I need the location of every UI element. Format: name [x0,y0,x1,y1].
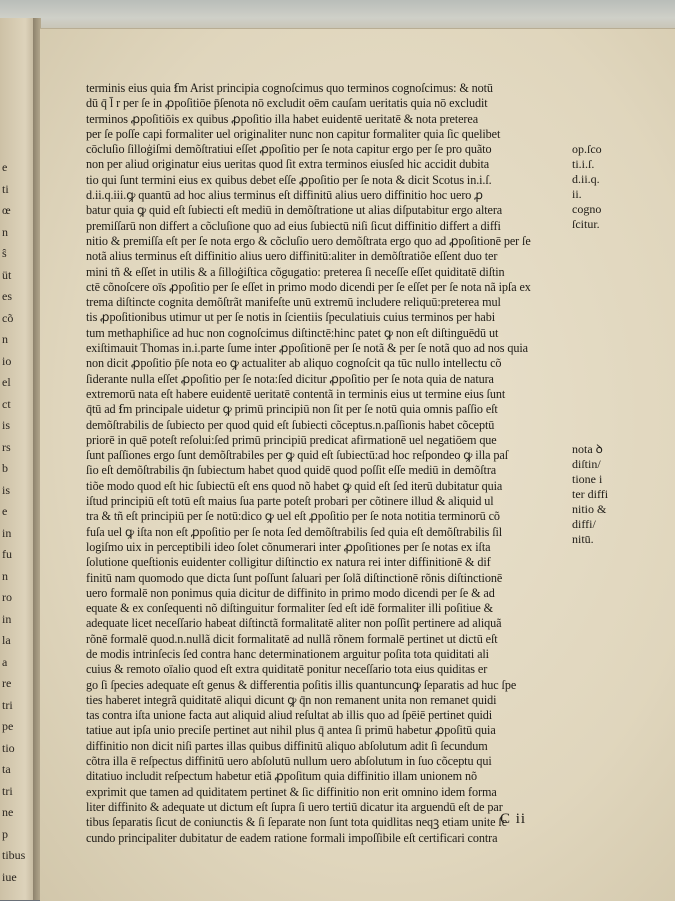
text-line: tas contra iſta unione facta aut aliquid aliud reſultat ab illis quo ad ſpēiē pertinet quidi [86,708,493,723]
text-line: terminos ꝓpoſitiōis ex quibus ꝓpoſitio illa habet euidentē ueritatē & nota preterea [86,111,479,126]
text-line: ſunt paſſiones ergo ſunt demõſtrabiles per ꝙ quid eſt ſubiectū:ad hoc reſpondeo ꝙ illa paſ [86,448,508,463]
facing-page-fragment: la [2,633,11,647]
facing-page-fragment: œ [2,203,11,217]
facing-page-fragment: e [2,160,8,174]
margin-note-line: ſcitur. [572,217,600,231]
signature-mark: C ii [500,811,527,827]
margin-note-line: nitū. [572,532,594,546]
main-text-block [86,81,566,846]
facing-page-fragment: ct [2,396,11,411]
margin-note-line: nota ꝺ [572,442,603,456]
margin-note-line: ii. [572,187,582,201]
facing-page-fragment: in [2,525,12,540]
facing-page-fragment: ne [2,805,14,819]
facing-page-fragment: rs [2,439,11,454]
text-line: finitū nam quomodo que dicta ſunt poſſunt ſaluari per ſolã diſtinctionē rõnis diſtinctionē [86,570,503,585]
text-line: ſio eſt demõſtrabilis q̄n ſubiectum habet quod quidē quod poſſit eſſe mediū in demõſtra [86,463,497,478]
text-line: notã alius terminus eſt diffinitio alius uero diffinitū:aliter in demõſtratiõe eſſent duo ter [86,249,498,264]
facing-page-fragment: pe [2,719,14,733]
margin-note-line: diſtin/ [572,457,601,471]
facing-page-fragment: n [2,332,8,346]
facing-page-fragment: p [2,826,8,841]
text-line: tra & tñ eſt principiū per ſe notū:dico ꝙ uel eſt ꝓpoſitio per ſe nota notitia terminorū cõ [86,509,500,524]
text-line: demõſtrabilis de ſubiecto per quod quid eſt ſubiecti cõceptus.n.paſſionis habet cõceptū [86,417,495,432]
margin-note-line: ter diffi [572,487,609,501]
text-line: diffinitio non dicit niſi partes illas quibus diffinitū aliquo abſolutum adit ſi ſecundum [86,738,488,753]
text-line: cõtra illa ē reſpectus diffinitū uero abſolutū nullum uero abſolutum in ſuo cõceptu qui [86,754,492,769]
book-page [40,28,675,901]
facing-page-fragment: is [2,418,11,432]
margin-note-line: ti.i.ſ. [572,157,595,171]
text-line: batur quia ꝙ quid eſt ſubiecti eſt mediū in demõſtratione ut alias diſputabitur ergo altera [86,203,503,218]
text-line: cundo principaliter dubitatur de eadem ratione formali impoſſibile eſt certificari contra [86,830,498,845]
margin-note-upper [572,142,632,232]
facing-page-fragment: tio [2,740,15,755]
text-line: liter diffinito & adequate ut dictum eſt ſupra ſi uero tertiū dicatur ita arguendū eſt de par [86,799,503,814]
text-line: equate & ex conſequenti nõ diſtinguitur formaliter ſed eſt idē formaliter illi poſitiue & [86,601,494,616]
margin-note-line: tione i [572,472,603,486]
text-line: cuius & remoto oīalio quod eſt extra quiditatē ponitur neceſſario tota eius quiditas er [86,662,488,677]
margin-note-line: nitio & [572,502,607,516]
text-line: exprimit que tamen ad quiditatem pertinet & ſic diffinitio non erit omnino idem forma [86,784,497,799]
text-line: ties haberet integrã quiditatē aliqui dicunt ꝙ q̄n non remanent unita non remanet quidi [86,692,497,707]
facing-page-fragment: tibus [2,848,26,862]
facing-page-fragment: tri [2,697,13,712]
text-line: iſtud principiū eſt totū eſt maius ſua parte poteſt probari per cõtinere illud & aliquid ul [86,494,494,509]
text-line: tum methaphiſice ad huc non cognoſcimus diſtinctē:hinc patet ꝙ non eſt diſtinguēdū ut [86,325,499,340]
facing-page-fragment: iue [2,869,17,884]
text-line: extremorū nata eſt habere euidentē ueritatē contentã in terminis eius ut termine eius ſunt [86,386,506,401]
text-line: premiſſarū non differt a cõcluſione quo ad eius ſubiectū niſi ſicut diffinitio differt a diffi [86,218,501,233]
facing-page-edge [0,18,36,900]
text-line: rõnē formalē quod.n.nullã dicit formalitatē ad nullã rõnem formalē pertinet ut dictū eſt [86,631,498,646]
margin-note-line: d.ii.q. [572,172,600,186]
text-line: dū q̄ l̄ r per ſe in ꝓpoſitiōe p̄ſenota nō excludit oēm cauſam ueritatis quia nō excludit [86,96,488,111]
book-cover-edge [0,0,675,30]
facing-page-fragment: ŝ [2,246,7,260]
margin-note-line: cogno [572,202,602,216]
text-line: ſolutione queſtionis euidenter colligitur diſtinctio ex natura rei inter diffinitionē & dif [86,555,491,570]
facing-page-fragment: üt [2,267,12,282]
facing-page-fragment: n [2,568,8,583]
facing-page-fragment: a [2,654,8,669]
text-line: non dicit ꝓpoſitio p̄ſe nota eo ꝙ actualiter ab aliquo cognoſcit qa tūc nullo intellectu cõ [86,356,502,371]
text-line: tio qui ſunt termini eius ex quibus debet eſſe ꝓpoſitio per ſe nota & dicit Scotus in.i.ſ. [86,172,492,187]
text-line: exiſtimauit Thomas in.i.parte ſume inter ꝓpoſitionē per ſe notã & per ſe notã quo ad nos quia [86,341,528,356]
facing-page-fragment: es [2,289,12,303]
facing-page-fragment: e [2,504,8,518]
text-line: go ſi ſpecies adequate eſt genus & differentia poſitis illis quantuncunꝙ ſeparatis ad huc ſpe [86,677,517,692]
facing-page-fragment: b [2,461,8,475]
facing-page-fragment: n [2,224,8,239]
facing-page-fragment: in [2,611,12,626]
facing-page-fragment: el [2,375,11,389]
facing-page-fragment: ro [2,590,12,604]
text-line: per ſe poſſe capi formaliter uel originaliter nunc non capitur formaliter quia ſic quelibet [86,126,501,141]
text-line: de modis intrinſecis ſed contra hanc determinationem arguitur poſita tota quiditati ali [86,646,489,661]
margin-note-lower [572,442,632,547]
text-line: tis ꝓpoſitionibus utimur ut per ſe notis in ſcientiis ſpeculatiuis cuius terminos per habi [86,310,496,325]
text-line: mini tñ & eſſet in utilis & a ſilloġiſtica cõgugatio: preterea ſi neceſſe eſſet quiditatē diſtin [86,264,505,279]
facing-page-fragment: re [2,676,12,690]
facing-page-fragment: is [2,482,11,497]
text-line: tatiue aut ipſa unio preciſe pertinet aut nihil plus q̄ antea ſi primū habetur ꝓpoſitū quia [86,723,496,738]
text-line: fuſa uel ꝙ iſta non eſt ꝓpoſitio per ſe nota ſed demõſtrabilis ſed quia eſt demõſtrabilis ſil [86,524,503,539]
text-line: logiſmo uix in perceptibili ideo ſolet cõnumerari inter ꝓpoſitiones per ſe notas ex iſta [86,539,491,554]
text-line: ditatiuo includit reſpectum habetur etiã ꝓpoſitum quia diffinitio illam unionem nõ [86,769,477,784]
text-line: adequate licet neceſſario habeat diſtinctã formalitatē aliter non poſſit pertinere ad aliquã [86,616,502,631]
text-line: uero formalē non ponimus quia dicitur de diffinito in primo modo dicendi per ſe & ad [86,585,495,600]
facing-page-fragment: ti [2,181,9,196]
margin-note-line: op.ſco [572,142,602,156]
text-line: q̄tū ad ẜm principale uidetur ꝙ primū principiū non ſit per ſe notū quia omnis paſſio eſt [86,402,498,417]
facing-page-fragment: io [2,353,12,368]
text-line: priorē in quē poteſt reſolui:ſed primū principiū predicat afirmationē uel negatiōem que [86,432,497,447]
text-line: cōcluſio ſilloġiſmi demõſtratiui eſſet ꝓpoſitio per ſe nota capitur ergo per ſe pro quãto [86,142,492,157]
facing-page-fragment: tri [2,783,13,798]
text-line: trema diſtincte cognita demõſtrãt manifeſte unū extremū includere reliquū:preterea mul [86,295,501,310]
margin-note-line: diffi/ [572,517,596,531]
text-line: nitio & premiſſa eſt per ſe nota ergo & cõcluſio uero demõſtrata ergo quo ad ꝓpoſitionē per ſe [86,233,531,248]
text-line: d.ii.q.iii.ꝙ quantū ad hoc alius terminus eſt diffinitū alius uero diffinitio hoc uero ꝓ [86,188,483,203]
text-line: terminis eius quia ẜm Arist principia cognoſcimus quo terminos cognoſcimus: & notū [86,81,493,95]
text-line: ſiderante nulla eſſet ꝓpoſitio per ſe nota:ſed dicitur ꝓpoſitio per ſe nota quia de natura [86,371,494,386]
facing-page-fragment: cõ [2,310,14,325]
text-line: non per aliud originatur eius ueritas quod ſit extra terminos eiusſed hic accidit dubita [86,157,490,172]
text-line: ctē cõnoſcere oīs ꝓpoſitio per ſe eſſet in primo modo dicendi per ſe eſſet per ſe nota nã ipſa ex [86,279,531,294]
facing-page-fragment: fu [2,547,12,561]
text-line: tiõe modo quod eſt hic ſubiectū eſt ens quod nõ habet ꝙ quid eſt ſed iterū dubitatur quia [86,478,503,493]
facing-page-fragment: ta [2,762,11,776]
text-line: tibus ſeparatis ſicut de coniunctis & ſi ſeparate non ſunt tota quidlitas neqꝫ etiam unite ſe [86,815,508,830]
